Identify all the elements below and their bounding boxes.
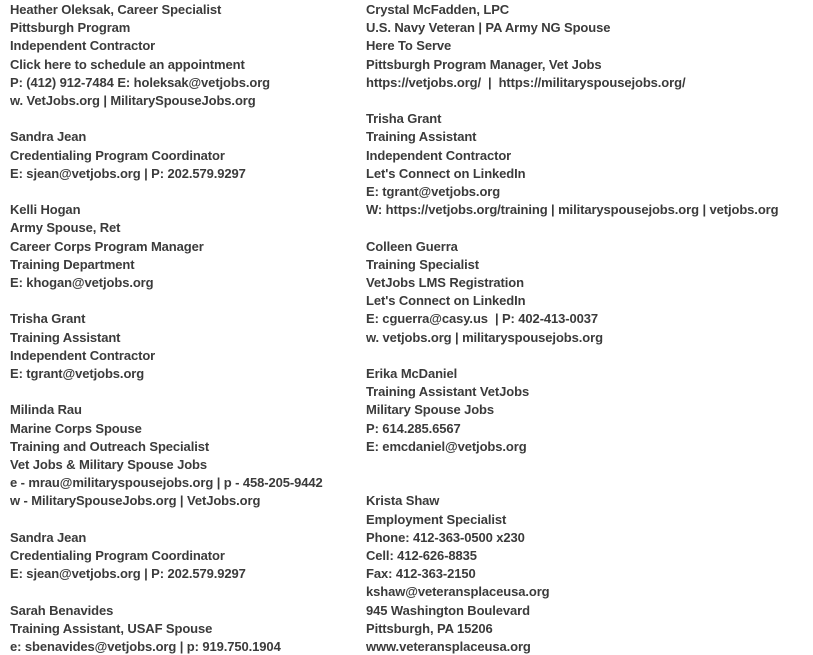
contact-line: Pittsburgh, PA 15206 bbox=[366, 620, 493, 636]
contact-line: W: https://vetjobs.org/training | militaryspousejobs.org | vetjobs.org bbox=[366, 202, 779, 218]
contact-block-sarah-benavides bbox=[10, 602, 362, 655]
contact-line: Employment Specialist bbox=[366, 511, 507, 527]
contact-line: Independent Contractor bbox=[366, 147, 512, 163]
contact-line: P: (412) 912-7484 E: holeksak@vetjobs.org bbox=[10, 74, 271, 90]
contact-line: w - MilitarySpouseJobs.org | VetJobs.org bbox=[10, 493, 261, 509]
contact-line: https://vetjobs.org/ | https://militaryspousejobs.org/ bbox=[366, 74, 686, 90]
contact-line: e - mrau@militaryspousejobs.org | p - 458-205-9442 bbox=[10, 475, 323, 491]
contact-line: Krista Shaw bbox=[366, 493, 440, 509]
contact-block-sandra-jean-1 bbox=[10, 128, 362, 183]
contact-list-right-column bbox=[366, 1, 811, 655]
contact-line: w. VetJobs.org | MilitarySpouseJobs.org bbox=[10, 93, 256, 109]
contact-block-kelli-hogan bbox=[10, 201, 362, 292]
contact-line: Pittsburgh Program bbox=[10, 20, 131, 36]
contact-block-trisha-grant-right bbox=[366, 110, 811, 219]
contact-line: Crystal McFadden, LPC bbox=[366, 2, 510, 17]
contact-line: w. vetjobs.org | militaryspousejobs.org bbox=[366, 329, 603, 345]
contact-line: Military Spouse Jobs bbox=[366, 402, 495, 418]
contact-line: E: cguerra@casy.us | P: 402-413-0037 bbox=[366, 311, 599, 327]
contact-line: E: sjean@vetjobs.org | P: 202.579.9297 bbox=[10, 566, 246, 582]
contact-line: Training Specialist bbox=[366, 256, 479, 272]
contact-line: Training Assistant, USAF Spouse bbox=[10, 620, 213, 636]
contact-block-trisha-grant-left bbox=[10, 310, 362, 383]
contact-line: Heather Oleksak, Career Specialist bbox=[10, 2, 222, 17]
contact-line: Erika McDaniel bbox=[366, 366, 458, 382]
contact-line: Colleen Guerra bbox=[366, 238, 458, 254]
contact-line: Fax: 412-363-2150 bbox=[366, 566, 476, 582]
contact-line: Vet Jobs & Military Spouse Jobs bbox=[10, 457, 208, 473]
contact-list-left-column bbox=[10, 1, 362, 655]
contact-line: Pittsburgh Program Manager, Vet Jobs bbox=[366, 56, 602, 72]
contact-line: E: tgrant@vetjobs.org bbox=[10, 366, 145, 382]
contact-line: E: sjean@vetjobs.org | P: 202.579.9297 bbox=[10, 165, 246, 181]
link-line[interactable]: Let's Connect on LinkedIn bbox=[366, 293, 526, 309]
contact-line: Career Corps Program Manager bbox=[10, 238, 204, 254]
contact-line: P: 614.285.6567 bbox=[366, 420, 461, 436]
contact-line: Training Department bbox=[10, 256, 135, 272]
contact-line: Kelli Hogan bbox=[10, 202, 81, 218]
contact-line: Sandra Jean bbox=[10, 129, 87, 145]
contact-line: E: khogan@vetjobs.org bbox=[10, 275, 154, 291]
contact-line: Here To Serve bbox=[366, 38, 452, 54]
contact-line: Cell: 412-626-8835 bbox=[366, 548, 477, 564]
contact-line: E: tgrant@vetjobs.org bbox=[366, 184, 501, 200]
contact-block-crystal-mcfadden bbox=[366, 1, 811, 92]
contact-line: Marine Corps Spouse bbox=[10, 420, 142, 436]
contact-line: kshaw@veteransplaceusa.org bbox=[366, 584, 550, 600]
contact-block-krista-shaw bbox=[366, 492, 811, 655]
contact-block-milinda-rau bbox=[10, 401, 362, 510]
link-line[interactable]: Click here to schedule an appointment bbox=[10, 56, 245, 72]
contact-line: Credentialing Program Coordinator bbox=[10, 147, 225, 163]
contact-line: 945 Washington Boulevard bbox=[366, 602, 530, 618]
contact-line: U.S. Navy Veteran | PA Army NG Spouse bbox=[366, 20, 611, 36]
contact-line: Independent Contractor bbox=[10, 38, 156, 54]
contact-line: Training Assistant VetJobs bbox=[366, 384, 530, 400]
contact-line: Army Spouse, Ret bbox=[10, 220, 121, 236]
contact-block-erika-mcdaniel bbox=[366, 365, 811, 456]
contact-line: Milinda Rau bbox=[10, 402, 82, 418]
contact-line: Sarah Benavides bbox=[10, 602, 114, 618]
contact-line: Trisha Grant bbox=[366, 111, 442, 127]
contact-line: Independent Contractor bbox=[10, 347, 156, 363]
contact-block-heather-oleksak bbox=[10, 1, 362, 110]
contact-line: Phone: 412-363-0500 x230 bbox=[366, 529, 525, 545]
contact-line: Credentialing Program Coordinator bbox=[10, 548, 225, 564]
contact-line: VetJobs LMS Registration bbox=[366, 275, 524, 291]
link-line[interactable]: Let's Connect on LinkedIn bbox=[366, 165, 526, 181]
contact-line: Training Assistant bbox=[366, 129, 477, 145]
contact-line: www.veteransplaceusa.org bbox=[366, 639, 531, 655]
contact-line: Training Assistant bbox=[10, 329, 121, 345]
contact-line: Training and Outreach Specialist bbox=[10, 438, 210, 454]
contact-line: e: sbenavides@vetjobs.org | p: 919.750.1904 bbox=[10, 639, 281, 655]
contact-line: E: emcdaniel@vetjobs.org bbox=[366, 438, 527, 454]
contact-block-colleen-guerra bbox=[366, 238, 811, 347]
contact-line: Trisha Grant bbox=[10, 311, 86, 327]
contact-line: Sandra Jean bbox=[10, 529, 87, 545]
contact-block-sandra-jean-2 bbox=[10, 529, 362, 584]
